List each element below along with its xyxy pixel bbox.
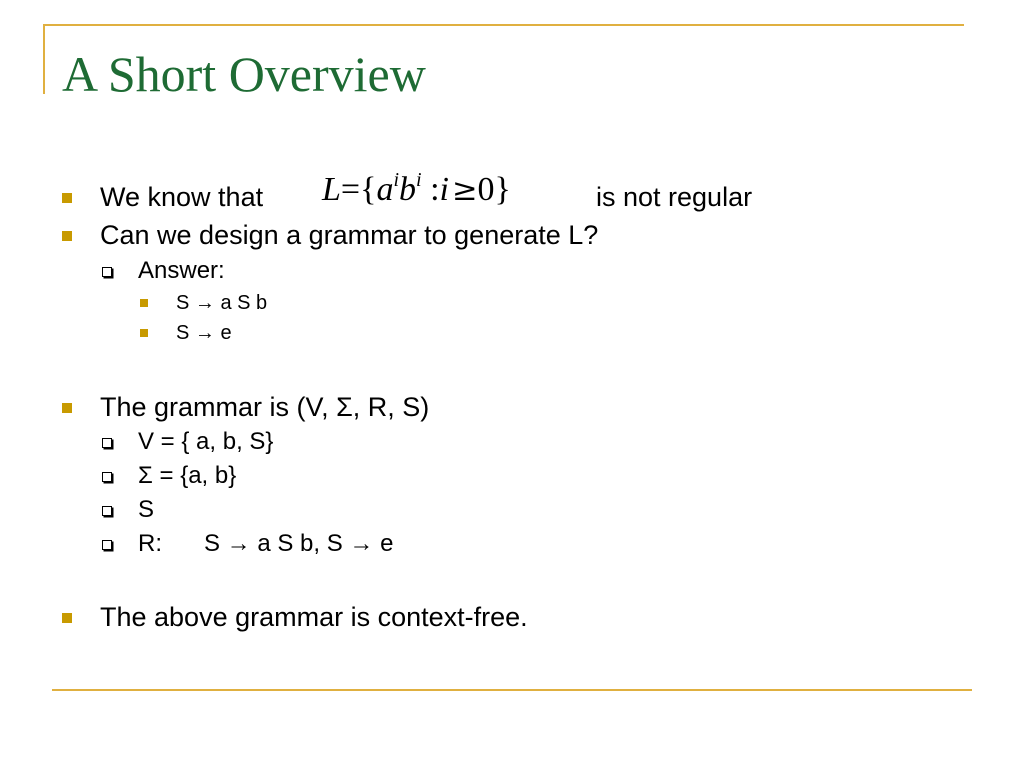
hollow-square-bullet-icon bbox=[102, 438, 112, 448]
formula-close-brace: } bbox=[494, 171, 511, 208]
formula-colon: : bbox=[430, 171, 440, 208]
formula-exp2: i bbox=[416, 169, 422, 191]
bullet-text: Can we design a grammar to generate L? bbox=[100, 220, 599, 250]
rule-text: S → e bbox=[176, 322, 232, 344]
sub-bullet-text: S bbox=[138, 496, 155, 523]
formula-exp1: i bbox=[393, 169, 399, 191]
square-bullet-icon bbox=[140, 299, 148, 307]
frame-top-rule bbox=[44, 24, 964, 26]
square-bullet-icon bbox=[62, 193, 72, 203]
sub-bullet-rules bbox=[138, 529, 162, 559]
frame-bottom-rule bbox=[52, 689, 972, 691]
square-bullet-icon bbox=[62, 613, 72, 623]
bullet-we-know bbox=[100, 181, 263, 213]
bullet-context-free bbox=[100, 601, 528, 633]
square-bullet-icon bbox=[62, 231, 72, 241]
sub-bullet-start bbox=[138, 495, 154, 525]
formula-open-brace: { bbox=[360, 171, 377, 208]
bullet-text: The above grammar is context-free. bbox=[100, 602, 528, 632]
sub-bullet-text: Σ = {a, b} bbox=[138, 462, 237, 489]
bullet-text: The grammar is (V, Σ, R, S) bbox=[100, 392, 430, 422]
bullet-text: is not regular bbox=[596, 182, 753, 212]
hollow-square-bullet-icon bbox=[102, 472, 112, 482]
bullet-design-grammar bbox=[100, 219, 598, 251]
formula-var: i bbox=[439, 171, 449, 208]
frame-left-rule bbox=[43, 24, 45, 94]
rules-text: S → a S b, S → e bbox=[204, 530, 394, 557]
sub-bullet-alphabet bbox=[138, 461, 236, 491]
sub-bullet-variables bbox=[138, 427, 273, 457]
formula-geq: ≥ bbox=[451, 173, 478, 208]
square-bullet-icon bbox=[140, 329, 148, 337]
sub-bullet-text: Answer: bbox=[138, 257, 225, 284]
rule-text: S → a S b bbox=[176, 292, 268, 314]
square-bullet-icon bbox=[62, 403, 72, 413]
rule-item bbox=[176, 290, 267, 316]
formula-lhs: L bbox=[322, 171, 341, 208]
hollow-square-bullet-icon bbox=[102, 540, 112, 550]
sub-bullet-label: R: bbox=[138, 530, 162, 557]
formula-eq: = bbox=[340, 171, 361, 208]
hollow-square-bullet-icon bbox=[102, 506, 112, 516]
formula-zero: 0 bbox=[477, 171, 495, 208]
sub-bullet-answer bbox=[138, 256, 225, 286]
rule-item bbox=[176, 320, 232, 346]
hollow-square-bullet-icon bbox=[102, 267, 112, 277]
bullet-grammar-tuple bbox=[100, 391, 429, 423]
language-formula bbox=[322, 168, 511, 213]
rules-list bbox=[204, 529, 393, 559]
bullet-not-regular bbox=[596, 181, 752, 213]
slide-title: A Short Overview bbox=[62, 46, 426, 102]
sub-bullet-text: V = { a, b, S} bbox=[138, 428, 274, 455]
formula-a: a bbox=[376, 171, 394, 208]
bullet-text: We know that bbox=[100, 182, 264, 212]
formula-b: b bbox=[399, 171, 416, 208]
